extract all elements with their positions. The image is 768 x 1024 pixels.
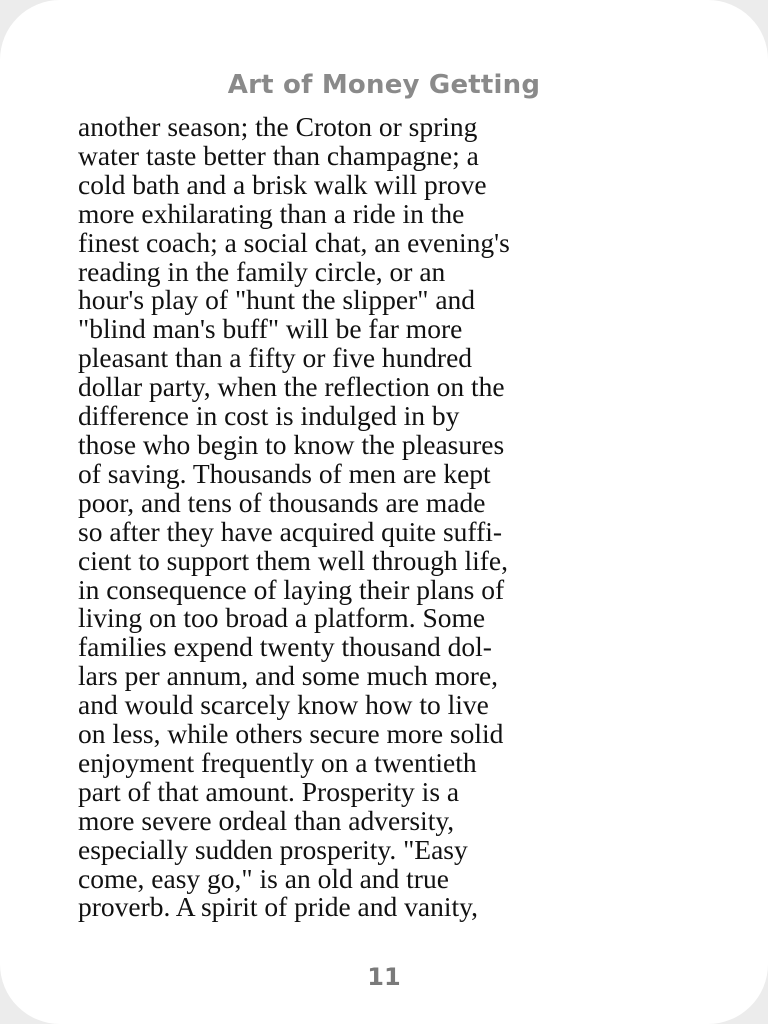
text-line: enjoyment frequently on a twentieth (78, 746, 477, 778)
text-line: more severe ordeal than adversity, (78, 804, 455, 836)
text-line: cient to support them well through life, (78, 544, 508, 576)
book-title: Art of Money Getting (227, 70, 541, 100)
text-line: families expend twenty thousand dol- (78, 631, 492, 663)
text-line: part of that amount. Prosperity is a (78, 775, 460, 807)
text-line: more exhilarating than a ride in the (78, 197, 465, 229)
text-line: difference in cost is indulged in by (78, 400, 460, 432)
text-line: hour's play of "hunt the slipper" and (78, 284, 476, 316)
text-line: proverb. A spirit of pride and vanity, (78, 891, 478, 923)
text-line: finest coach; a social chat, an evening's (78, 226, 510, 258)
text-line: in consequence of laying their plans of (78, 573, 505, 605)
text-line: so after they have acquired quite suffi- (78, 515, 503, 547)
page-number: 11 (367, 963, 401, 991)
text-line: reading in the family circle, or an (78, 255, 446, 287)
text-line: living on too broad a platform. Some (78, 602, 486, 634)
text-line: cold bath and a brisk walk will prove (78, 168, 487, 200)
page-body-text (78, 113, 718, 922)
text-line: especially sudden prosperity. "Easy (78, 833, 468, 865)
text-line: water taste better than champagne; a (78, 139, 479, 171)
text-line: lars per annum, and some much more, (78, 660, 499, 692)
text-line: dollar party, when the reflection on the (78, 371, 505, 403)
text-line: poor, and tens of thousands are made (78, 486, 486, 518)
text-line: of saving. Thousands of men are kept (78, 457, 491, 489)
text-line: and would scarcely know how to live (78, 689, 489, 721)
text-line: another season; the Croton or spring (78, 111, 478, 142)
text-line: on less, while others secure more solid (78, 718, 504, 750)
text-line: come, easy go," is an old and true (78, 862, 449, 894)
text-line: those who begin to know the pleasures (78, 428, 505, 460)
text-line: "blind man's buff" will be far more (78, 313, 463, 345)
text-line: pleasant than a fifty or five hundred (78, 342, 473, 374)
